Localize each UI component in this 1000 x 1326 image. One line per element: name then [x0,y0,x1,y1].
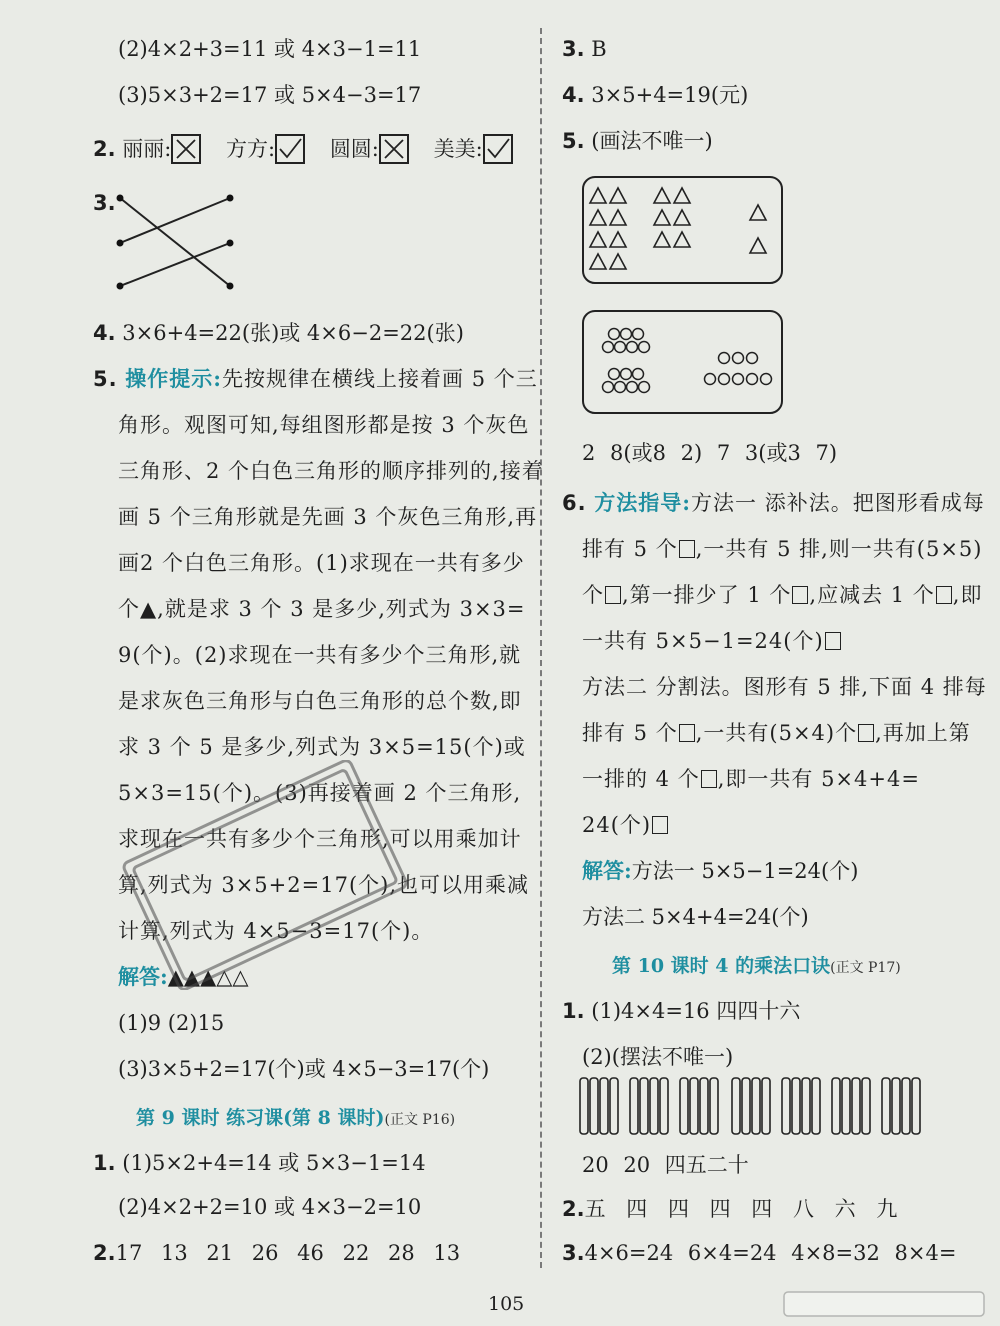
page-number: 105 [488,1293,525,1315]
l9-q2-text: 17 13 21 26 46 22 28 13 [115,1241,461,1265]
square-icon [936,586,952,604]
q5-line-1 [93,364,538,394]
r-q6-line-1 [562,488,985,518]
method-guide-label: 方法指导: [594,490,692,515]
r-q6-line-2 [582,534,982,564]
q4-number: 4. [93,321,116,345]
r6-h2a: 排有 5 个 [582,537,678,561]
question-2-check-boxes [93,134,531,166]
l9-q1-b: (2)4×2+2=10 或 4×3−2=10 [118,1195,422,1219]
r6-h3d: ,即 [952,583,983,607]
r6-ans1: 方法一 5×5−1=24(个) [631,859,859,883]
square-icon [825,632,841,650]
square-icon [679,724,695,742]
matching-lines-figure [110,186,240,296]
triangle-sequence: ▲▲▲△△ [167,965,249,989]
left-line-2: (3)5×3+2=17 或 5×4−3=17 [118,83,422,107]
q5-answer-2: (3)3×5+2=17(个)或 4×5−3=17(个) [118,1057,490,1081]
r6-m2c2: ,即一共有 5×4+4= [717,767,920,791]
r-q6-line-8 [582,810,669,840]
q5-line-2: 角形。观图可知,每组图形都是按 3 个灰色 [118,413,530,437]
r-q6-line-6 [582,718,971,748]
q5-line-5: 画2 个白色三角形。(1)求现在一共有多少 [118,551,525,575]
x-box-yuanyuan [379,134,409,164]
x-box-lili [171,134,201,164]
q5-line-8: 是求灰色三角形与白色三角形的总个数,即 [118,689,522,713]
lesson-9-ref: (正文 P16) [384,1112,456,1128]
lesson-10-title: 第 10 课时 4 的乘法口诀 [612,955,831,977]
l10-q2-text: 五 四 四 四 四 八 六 九 [584,1197,898,1221]
q5-tip-label: 操作提示: [125,366,223,391]
stamp-logo [100,760,430,990]
l10-q1-a-text: (1)4×4=16 四四十六 [591,999,801,1023]
q5-number: 5. [93,367,118,391]
q2-number: 2. [93,137,116,161]
r6-h3b: ,第一排少了 1 个 [622,583,792,607]
q5-text: 先按规律在横线上接着画 5 个三 [222,367,538,391]
square-icon [605,586,621,604]
l10-q3-number: 3. [562,1241,585,1265]
q5-line-13: 计算,列式为 4×5−3=17(个)。 [118,919,434,943]
name-yuanyuan: 圆圆: [329,137,379,161]
l9-q1-a-text: (1)5×2+4=14 或 5×3−1=14 [122,1151,426,1175]
name-fangfang: 方方: [226,137,276,161]
r-q6-text-1: 方法一 添补法。把图形看成每 [691,491,985,515]
r-q6-line-7 [582,764,920,794]
square-icon [679,540,695,558]
q4-answer: 3×6+4=22(张)或 4×6−2=22(张) [122,321,464,345]
column-divider [540,28,542,1268]
l10-q1-a [562,996,800,1026]
r6-m2c: 一排的 4 个 [582,767,700,791]
lesson-9-title: 第 9 课时 练习课(第 8 课时) [136,1107,385,1129]
l10-q2-number: 2. [562,1197,585,1221]
l10-q2 [562,1194,897,1224]
l10-q1-number: 1. [562,999,585,1023]
answer-label: 解答: [118,964,168,989]
r-q6-line-3 [582,580,982,610]
q5-line-9: 求 3 个 5 是多少,列式为 3×5=15(个)或 [118,735,526,759]
r-q4-answer: 3×5+4=19(元) [591,83,749,107]
r-q3-number: 3. [562,37,585,61]
triangle-groups-figure [582,176,784,286]
r-q5-text: (画法不唯一) [591,129,713,153]
sticks-figure [578,1076,978,1138]
q5-line-4: 画 5 个三角形就是先画 3 个灰色三角形,再 [118,505,538,529]
r6-h4a: 一共有 5×5−1=24(个) [582,629,824,653]
r-q6-line-5: 方法二 分割法。图形有 5 排,下面 4 排每 [582,675,987,699]
square-icon [858,724,874,742]
l9-q2 [93,1238,460,1268]
q5-line-6: 个▲,就是求 3 个 3 是多少,列式为 3×3= [118,597,526,621]
check-box-meimei [483,134,513,164]
r-q4 [562,80,748,110]
answer-label: 解答: [582,858,632,883]
q5-line-3: 三角形、2 个白色三角形的顺序排列的,接着 [118,459,544,483]
l9-q1-number: 1. [93,1151,116,1175]
r-q6-answer-1 [582,856,858,886]
r-q5 [562,126,713,156]
r6-h3a: 个 [582,583,604,607]
r-q5-number: 5. [562,129,585,153]
r-q3-answer: B [591,37,607,61]
q5-line-7: 9(个)。(2)求现在一共有多少个三角形,就 [118,643,522,667]
lesson-9-heading [136,1102,455,1135]
square-icon [792,586,808,604]
lesson-10-ref: (正文 P17) [830,960,901,976]
question-4 [93,318,464,348]
r-q4-number: 4. [562,83,585,107]
l10-q1-c: 20 20 四五二十 [582,1153,749,1177]
name-meimei: 美美: [433,137,483,161]
watermark-logo [780,1262,990,1320]
r-q6-answer-2: 方法二 5×4+4=24(个) [582,905,809,929]
r6-m2b3: ,再加上第 [875,721,971,745]
r6-m2d: 24(个) [582,813,652,837]
q5-line-11: 求现在一共有多少个三角形,可以用乘加计 [118,827,522,851]
r6-h3c: ,应减去 1 个 [809,583,935,607]
l10-q1-b: (2)(摆法不唯一) [582,1045,734,1069]
q5-answer-1: (1)9 (2)15 [118,1011,225,1035]
r-q3 [562,34,607,64]
r-q5-answer: 2 8(或8 2) 7 3(或3 7) [582,441,838,465]
left-line-1: (2)4×2+3=11 或 4×3−1=11 [118,37,422,61]
l9-q1-a [93,1148,426,1178]
q3-number: 3. [93,191,116,215]
name-lili: 丽丽: [122,137,172,161]
circle-groups-figure [582,310,784,416]
square-icon [652,816,668,834]
q5-line-12: 算,列式为 3×5+2=17(个),也可以用乘减 [118,873,530,897]
r-q6-number: 6. [562,491,587,515]
r6-m2b1: 排有 5 个 [582,721,678,745]
r-q6-line-4 [582,626,842,656]
r6-h2b: ,一共有 5 排,则一共有(5×5) [695,537,983,561]
l9-q2-number: 2. [93,1241,116,1265]
l10-q3-text: 4×6=24 6×4=24 4×8=32 8×4= [584,1241,957,1265]
check-box-fangfang [275,134,305,164]
q5-line-10: 5×3=15(个)。(3)再接着画 2 个三角形, [118,781,522,805]
r6-m2b2: ,一共有(5×4)个 [695,721,858,745]
square-icon [701,770,717,788]
lesson-10-heading [612,950,901,983]
